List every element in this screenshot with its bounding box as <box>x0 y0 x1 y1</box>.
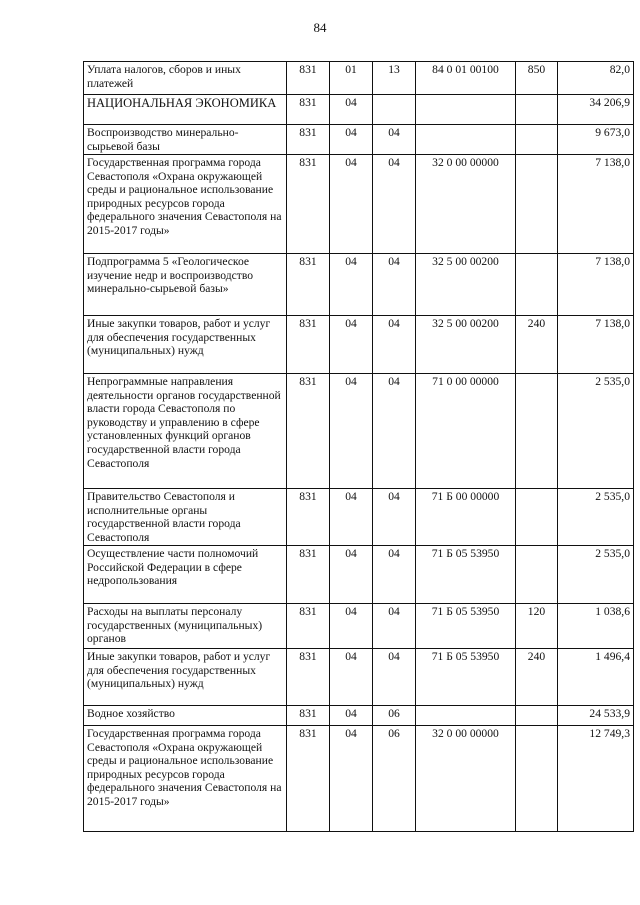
expense-type-cell: 850 <box>516 62 558 95</box>
org-code-cell: 831 <box>287 374 330 489</box>
subsection-code-cell: 04 <box>373 155 416 254</box>
amount-cell: 34 206,9 <box>558 95 634 125</box>
expense-type-cell: 240 <box>516 316 558 374</box>
target-article-cell: 71 0 00 00000 <box>416 374 516 489</box>
table-row <box>84 489 634 546</box>
row-name-cell: Расходы на выплаты персоналу государственных (муниципальных) органов <box>84 604 287 649</box>
row-name-cell: Иные закупки товаров, работ и услуг для обеспечения государственных (муниципальных) нужд <box>84 316 287 374</box>
row-name-cell: Воспроизводство минерально-сырьевой базы <box>84 125 287 155</box>
table-row <box>84 62 634 95</box>
section-code-cell: 04 <box>330 95 373 125</box>
amount-cell: 7 138,0 <box>558 254 634 316</box>
amount-cell: 2 535,0 <box>558 374 634 489</box>
section-code-cell: 04 <box>330 489 373 546</box>
org-code-cell: 831 <box>287 125 330 155</box>
subsection-code-cell: 04 <box>373 604 416 649</box>
org-code-cell: 831 <box>287 155 330 254</box>
expense-type-cell <box>516 155 558 254</box>
target-article-cell: 32 5 00 00200 <box>416 316 516 374</box>
amount-cell: 1 496,4 <box>558 649 634 706</box>
expense-type-cell: 240 <box>516 649 558 706</box>
table-row <box>84 155 634 254</box>
subsection-code-cell <box>373 95 416 125</box>
section-code-cell: 04 <box>330 155 373 254</box>
expense-type-cell: 120 <box>516 604 558 649</box>
row-name-cell: Осуществление части полномочий Российской Федерации в сфере недропользования <box>84 546 287 604</box>
amount-cell: 7 138,0 <box>558 316 634 374</box>
org-code-cell: 831 <box>287 62 330 95</box>
subsection-code-cell: 06 <box>373 726 416 832</box>
amount-cell: 12 749,3 <box>558 726 634 832</box>
section-code-cell: 04 <box>330 649 373 706</box>
amount-cell: 24 533,9 <box>558 706 634 726</box>
amount-cell: 7 138,0 <box>558 155 634 254</box>
budget-table <box>83 61 634 832</box>
subsection-code-cell: 04 <box>373 649 416 706</box>
target-article-cell: 71 Б 05 53950 <box>416 546 516 604</box>
row-name-cell: Водное хозяйство <box>84 706 287 726</box>
org-code-cell: 831 <box>287 604 330 649</box>
amount-cell: 82,0 <box>558 62 634 95</box>
table-row <box>84 316 634 374</box>
target-article-cell: 71 Б 05 53950 <box>416 604 516 649</box>
expense-type-cell <box>516 374 558 489</box>
table-row <box>84 254 634 316</box>
org-code-cell: 831 <box>287 649 330 706</box>
table-row <box>84 706 634 726</box>
row-name-cell: Иные закупки товаров, работ и услуг для обеспечения государственных (муниципальных) нужд <box>84 649 287 706</box>
target-article-cell: 71 Б 05 53950 <box>416 649 516 706</box>
target-article-cell: 32 0 00 00000 <box>416 155 516 254</box>
org-code-cell: 831 <box>287 254 330 316</box>
subsection-code-cell: 04 <box>373 316 416 374</box>
row-name-cell: Уплата налогов, сборов и иных платежей <box>84 62 287 95</box>
target-article-cell <box>416 706 516 726</box>
section-code-cell: 04 <box>330 546 373 604</box>
org-code-cell: 831 <box>287 546 330 604</box>
expense-type-cell <box>516 546 558 604</box>
section-code-cell: 04 <box>330 125 373 155</box>
table-row <box>84 95 634 125</box>
table-row <box>84 374 634 489</box>
row-name-cell: Подпрограмма 5 «Геологическое изучение недр и воспроизводство минерально-сырьевой базы» <box>84 254 287 316</box>
table-row <box>84 649 634 706</box>
amount-cell: 2 535,0 <box>558 489 634 546</box>
page-number: 84 <box>313 20 327 35</box>
subsection-code-cell: 13 <box>373 62 416 95</box>
org-code-cell: 831 <box>287 706 330 726</box>
expense-type-cell <box>516 706 558 726</box>
expense-type-cell <box>516 125 558 155</box>
section-code-cell: 04 <box>330 316 373 374</box>
amount-cell: 2 535,0 <box>558 546 634 604</box>
org-code-cell: 831 <box>287 726 330 832</box>
row-name-cell: Государственная программа города Севастополя «Охрана окружающей среды и рациональное использование природных ресурсов города федерального значения Севастополя на 2015-2017 годы» <box>84 726 287 832</box>
target-article-cell <box>416 125 516 155</box>
section-code-cell: 01 <box>330 62 373 95</box>
target-article-cell: 32 0 00 00000 <box>416 726 516 832</box>
subsection-code-cell: 04 <box>373 254 416 316</box>
amount-cell: 1 038,6 <box>558 604 634 649</box>
target-article-cell: 32 5 00 00200 <box>416 254 516 316</box>
org-code-cell: 831 <box>287 316 330 374</box>
table-row <box>84 546 634 604</box>
amount-cell: 9 673,0 <box>558 125 634 155</box>
table-row <box>84 604 634 649</box>
row-name-cell: Правительство Севастополя и исполнительные органы государственной власти города Севастополя <box>84 489 287 546</box>
subsection-code-cell: 04 <box>373 489 416 546</box>
expense-type-cell <box>516 254 558 316</box>
budget-table-body <box>84 62 634 832</box>
expense-type-cell <box>516 726 558 832</box>
expense-type-cell <box>516 489 558 546</box>
subsection-code-cell: 04 <box>373 125 416 155</box>
target-article-cell: 84 0 01 00100 <box>416 62 516 95</box>
org-code-cell: 831 <box>287 95 330 125</box>
expense-type-cell <box>516 95 558 125</box>
row-name-cell: НАЦИОНАЛЬНАЯ ЭКОНОМИКА <box>84 95 287 125</box>
target-article-cell: 71 Б 00 00000 <box>416 489 516 546</box>
section-code-cell: 04 <box>330 374 373 489</box>
section-code-cell: 04 <box>330 604 373 649</box>
subsection-code-cell: 04 <box>373 546 416 604</box>
target-article-cell <box>416 95 516 125</box>
table-row <box>84 125 634 155</box>
table-row <box>84 726 634 832</box>
row-name-cell: Государственная программа города Севастополя «Охрана окружающей среды и рациональное использование природных ресурсов города федерального значения Севастополя на 2015-2017 годы» <box>84 155 287 254</box>
section-code-cell: 04 <box>330 706 373 726</box>
subsection-code-cell: 06 <box>373 706 416 726</box>
row-name-cell: Непрограммные направления деятельности органов государственной власти города Севастополя по руководству и управлению в сфере установленных функций органов государственной власти города Севастополя <box>84 374 287 489</box>
org-code-cell: 831 <box>287 489 330 546</box>
subsection-code-cell: 04 <box>373 374 416 489</box>
section-code-cell: 04 <box>330 726 373 832</box>
section-code-cell: 04 <box>330 254 373 316</box>
